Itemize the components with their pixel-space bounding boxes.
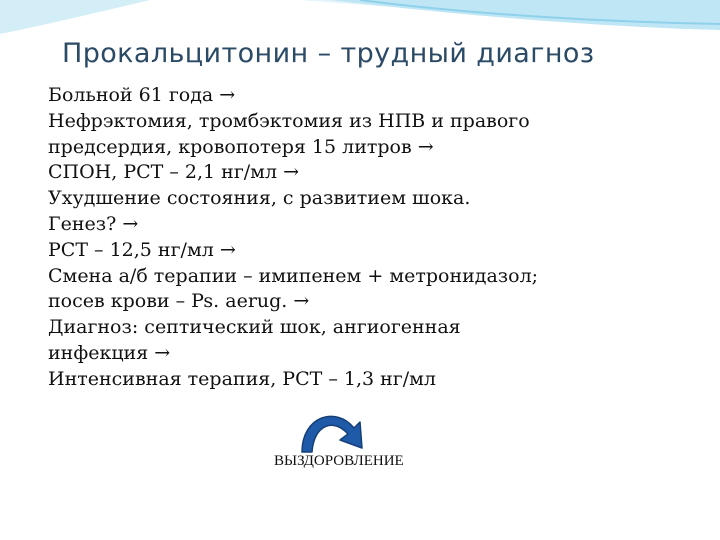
case-line: Интенсивная терапия, PCT – 1,3 нг/мл	[48, 367, 437, 390]
case-line: Диагноз: септический шок, ангиогенная	[48, 316, 461, 339]
case-line: Больной 61 года →	[48, 84, 236, 106]
outcome-label: ВЫЗДОРОВЛЕНИЕ	[274, 453, 404, 469]
case-description	[48, 83, 688, 393]
slide-title: Прокальцитонин – трудный диагноз	[62, 38, 595, 69]
case-line: посев крови – Ps. aerug. →	[48, 290, 310, 313]
case-line: инфекция →	[48, 341, 171, 364]
case-line: Генез? →	[48, 212, 139, 235]
wave-accent	[0, 0, 150, 34]
case-line: PCT – 12,5 нг/мл →	[48, 238, 236, 261]
case-line: Нефрэктомия, тромбэктомия из НПВ и правого	[48, 109, 530, 132]
case-line: СПОН, PCT – 2,1 нг/мл →	[48, 161, 299, 184]
case-line: Смена а/б терапии – имипенем + метронидазол;	[48, 264, 539, 287]
case-line: предсердия, кровопотеря 15 литров →	[48, 135, 434, 158]
curved-arrow-icon	[296, 406, 376, 456]
case-line: Ухудшение состояния, с развитием шока.	[48, 187, 471, 210]
